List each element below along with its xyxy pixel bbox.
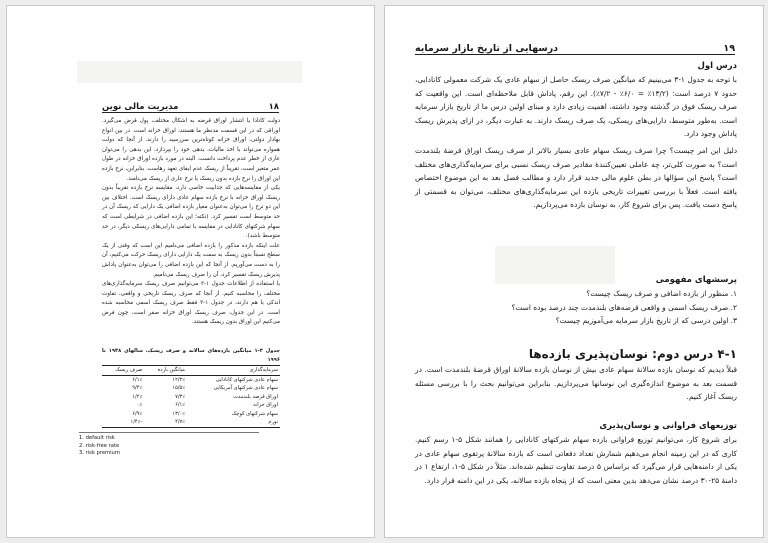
running-title: درسهایی از تاریخ بازار سرمایه bbox=[415, 43, 559, 54]
table-cell: ۰٪ bbox=[136, 402, 143, 408]
returns-table bbox=[102, 365, 280, 428]
table-cell: اوراق خزانه bbox=[253, 402, 278, 408]
paragraph: علت اینکه بازده مذکور را بازده اضافی می‌نامیم این است که وقتی از یک سطح نسبتاً بدون ریسک به سمت یک دارایی دارای ریسک حرکت می‌کنیم، آن را به دست می‌آوریم. از آنجا که این بازده اضافی را می‌توان به‌عنوان پاداش پذیرش ریسک تفسیر کرد، آن را صرف ریسک می‌نامیم. bbox=[102, 242, 280, 278]
table-cell: ۶/۹٪ bbox=[132, 410, 143, 417]
table-cell: ۶/۱٪ bbox=[175, 402, 186, 408]
section-heading: ۴-۱ درس دوم: نوسان‌پذیری بازده‌ها bbox=[528, 347, 737, 361]
table-cell: ۴/۷٪ bbox=[144, 418, 187, 427]
footnote: 2. risk-free rate bbox=[79, 442, 120, 449]
table-cell: ۱/۲٪ bbox=[132, 393, 143, 400]
paragraph: برای شروع کار، می‌توانیم توزیع فراوانی بازده سهام شرکتهای کانادایی را همانند شکل ۵-۱ رسم کنیم. کاری که در این زمینه انجام می‌دهیم شمارش تعداد دفعاتی است که بازده سالانهٔ پرتفوی سهام عادی در یکی از دامنه‌هایی قرار می‌گیرد که براساس ۵ درصد تفاوت تنظیم شده‌اند. مثلاً در شکل ۵-۱، ارتفاع ۱ در دامنهٔ ۲۵-۳۰ درصد نشان می‌دهد بدین معنی است که از پنجاه بازده سالانه، یکی در این دامنه قرار دارد. bbox=[415, 435, 737, 485]
table-cell: ۱۳/۰٪ bbox=[172, 410, 186, 417]
table-row bbox=[102, 384, 280, 393]
bleed-through-shadow bbox=[77, 61, 302, 83]
table-row bbox=[102, 375, 280, 384]
table-cell: -۱/۴٪ bbox=[102, 418, 144, 427]
table-cell: تورم bbox=[187, 418, 280, 427]
table-cell: سهام عادی شرکتهای کانادایی bbox=[215, 376, 278, 383]
left-body bbox=[102, 117, 280, 328]
table-row bbox=[102, 410, 280, 419]
table-cell: اوراق قرضه بلندمدت bbox=[233, 393, 278, 400]
list-item: ۲. صرف ریسک اسمی و واقعی قرضه‌های بلندمدت چند درصد بوده است؟ bbox=[511, 302, 737, 312]
concept-questions bbox=[415, 274, 737, 328]
section-lesson-one bbox=[415, 60, 737, 211]
left-page bbox=[6, 5, 375, 538]
section-heading: درس اول bbox=[697, 61, 737, 71]
table-cell: سهام شرکتهای کوچک bbox=[231, 410, 278, 417]
table-header-cell: میانگین بازده bbox=[144, 366, 187, 376]
table-cell: سهام عادی شرکتهای آمریکایی bbox=[213, 385, 278, 391]
table-cell: ۶/۱٪ bbox=[132, 376, 143, 383]
footnotes bbox=[79, 432, 259, 458]
page-number: ۱۸ bbox=[268, 102, 279, 112]
section-heading: توزیعهای فراوانی و نوسان‌پذیری bbox=[599, 421, 737, 431]
list-item: ۳. اولین درسی که از تاریخ بازار سرمایه می‌آموزیم چیست؟ bbox=[555, 316, 737, 326]
running-title: مدیریت مالی نوین bbox=[102, 102, 179, 112]
table-header-cell: سرمایه‌گذاری bbox=[187, 366, 280, 376]
footnote: 3. risk premium bbox=[79, 450, 120, 457]
question-list bbox=[415, 287, 737, 327]
table-cell: ۱۲/۲٪ bbox=[172, 376, 186, 383]
table-row bbox=[102, 393, 280, 402]
table-caption: جدول ۳-۱ میانگین بازده‌های سالانه و صرف ریسک، سالهای ۱۹۴۸ تا ۱۹۹۶ bbox=[102, 348, 280, 363]
list-item: ۱. منظور از بازده اضافی و صرف ریسک چیست؟ bbox=[586, 289, 737, 299]
paragraph: یکی از مقایسه‌هایی که جذابیت خاصی دارد، مقایسه نرخ بازده تقریباً بدون ریسک اوراق خزانه با نرخ بازده سهام عادی دارای ریسک است. اختلاف بین این دو نرخ را می‌توان به‌عنوان معیار بازده اضافی یک دارایی که ریسک آن در حد متوسط است تفسیر کرد. (نکته؛ این بازده اضافی در شرایطی است که سهام شرکتهای کانادایی در مقایسه با تمامی دارایی‌های ریسکی دیگر، در حد متوسط باشد). bbox=[102, 185, 280, 240]
table-cell: ۷/۳٪ bbox=[175, 393, 186, 400]
paragraph: قبلاً دیدیم که نوسان بازده سالانهٔ سهام عادی بیش از نوسان بازده سالانهٔ اوراق قرضهٔ بلندمدت است. در قسمت بعد به موضوع اندازه‌گیری این نوسانها می‌پردازیم. بنابراین می‌توانیم بحث را با بررسی مسئله ریسک آغاز کنیم. bbox=[415, 365, 737, 402]
page-number: ۱۹ bbox=[723, 43, 735, 54]
paragraph: دلیل این امر چیست؟ چرا صرف ریسک سهام عادی بسیار بالاتر از صرف ریسک اوراق قرضهٔ بلندمدت است؟ به صورت کلی‌تر، چه عاملی تعیین‌کنندهٔ مقادیر صرف ریسک نسبی برای سرمایه‌گذاری‌های مختلف است؟ پاسخ این سؤالها در بطن علوم مالی جدید قرار دارد و مطالب فصل بعد به این موضوع اختصاص یافته است. فعلاً با بررسی تغییرات تاریخی بازده این سرمایه‌گذاری‌های مختلف، می‌توان به قسمتی از پاسخ دست یافت. پس برای شروع کار، به نوسان بازده می‌پردازیم. bbox=[415, 146, 737, 210]
paragraph: با استفاده از اطلاعات جدول ۱-۳ می‌توانیم صرف ریسک سرمایه‌گذاری‌های مختلف را محاسبه کنیم. از آنجا که صرف ریسک تاریخی و واقعی، تفاوت اندکی با هم دارند، در جدول ۱-۳ فقط صرف ریسک اسمی محاسبه شده است. در این جدول، صرف ریسک اوراق خزانه صفر است، چون فرض می‌کنیم این اوراق بدون ریسک هستند. bbox=[102, 281, 280, 326]
table-header-row bbox=[102, 366, 280, 376]
section-frequency bbox=[415, 420, 737, 487]
returns-table-block bbox=[102, 347, 280, 428]
table-cell: ۹/۴٪ bbox=[132, 385, 143, 391]
section-heading: پرسشهای مفهومی bbox=[655, 275, 737, 285]
right-page bbox=[384, 5, 764, 538]
left-page-header bbox=[102, 100, 279, 113]
right-page-header bbox=[415, 40, 735, 55]
table-header-cell: صرف ریسک bbox=[102, 366, 144, 376]
table-row bbox=[102, 401, 280, 410]
table-cell: ۱۵/۵٪ bbox=[172, 385, 186, 391]
paragraph: دولت کانادا یا انتشار اوراق قرضه به اشکال مختلف، پول قرض می‌گیرد. اوراقی که در این قسمت مدنظر ما هستند، اوراق خزانه است. در بین انواع بهادار دولتی، اوراق خزانه کوتاه‌ترین سررسید را دارند. از آنجا که دولت همواره می‌تواند با اخذ مالیات، بدهی خود را بپردازد، این بدهی را می‌توان عاری از خطر عدم پرداخت دانست. البته در مورد بازده اوراق خزانه در طول عمر متغیر است، تقریباً از ریسک عدم ایفای تعهد رهاست. بنابراین، نرخ بازده این اوراق را نرخ بازده بدون ریسک یا نرخ عاری از ریسک می‌نامند. bbox=[102, 118, 280, 182]
section-lesson-two bbox=[415, 348, 737, 404]
footnote: 1. default risk bbox=[79, 435, 115, 441]
paragraph: با توجه به جدول ۱-۳ می‌بینیم که میانگین صرف ریسک حاصل از سهام عادی یک شرکت معمولی کانادایی، حدود ۷ درصد است: (۱۳/۲٪ = ۶/۰٪ - ۷/۲٪). این رقم، پاداش قابل ملاحظه‌ای است. این واقعیت که صرف ریسک فوق در گذشته وجود داشته، اهمیت زیادی دارد و مبنای اولین درس ما از تاریخ بازار سرمایه است. به‌طور متوسط، دارایی‌های ریسکی، یک صرف ریسک دارند. به عبارت دیگر، در ازای پذیرش ریسک پاداش وجود دارد. bbox=[415, 75, 737, 139]
table-row bbox=[102, 418, 280, 427]
